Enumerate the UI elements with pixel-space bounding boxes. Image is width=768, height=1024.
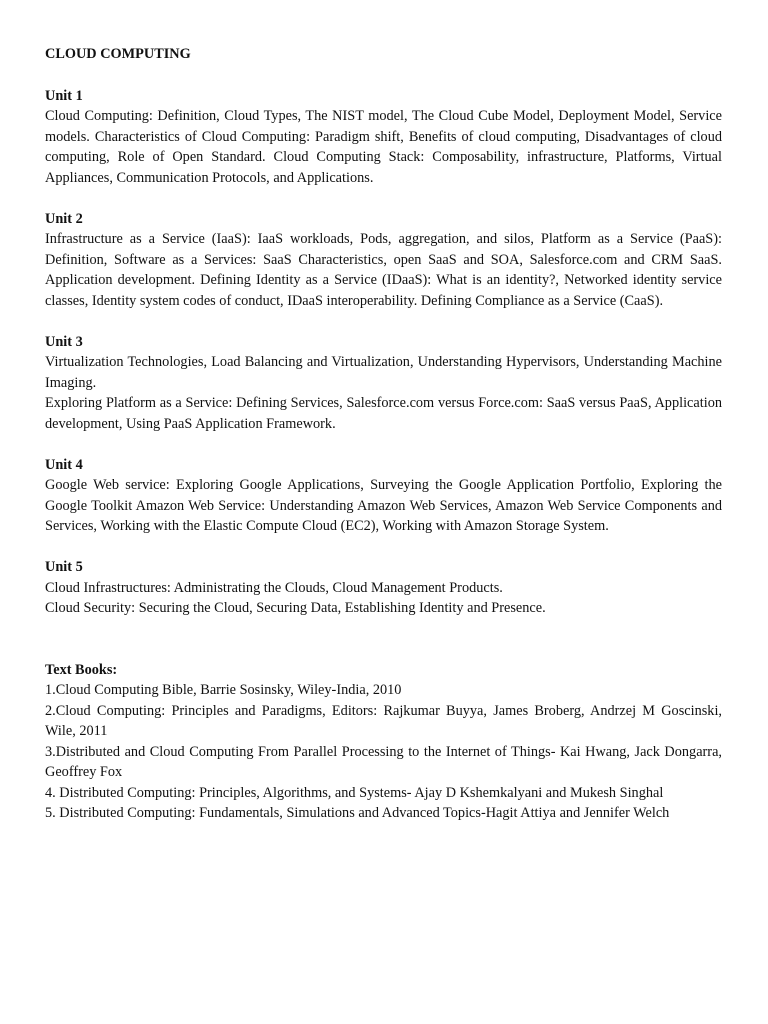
text-book-item-5: 5. Distributed Computing: Fundamentals, Simulations and Advanced Topics-Hagit Attiya and Jennifer Welch <box>45 805 670 821</box>
unit-3-content-paas: Exploring Platform as a Service: Defining Services, Salesforce.com versus Force.com: SaaS versus PaaS, Application development, Using PaaS Application Framework. <box>45 395 722 432</box>
unit-3-heading: Unit 3 <box>45 333 83 350</box>
unit-5-heading: Unit 5 <box>45 559 83 575</box>
unit-4-section <box>45 455 722 537</box>
unit-2-content: Infrastructure as a Service (IaaS): IaaS workloads, Pods, aggregation, and silos, Platform as a Service (PaaS): Definition, Software as a Services: SaaS Characteristics, open SaaS and SOA, Salesforce.com and CRM SaaS. Application development. Defining Identity as a Service (IDaaS): What is an identity?, Networked identity service classes, Identity system codes of conduct, IDaaS interoperability. Defining Compliance as a Service (CaaS). <box>45 231 722 309</box>
syllabus-page <box>45 44 722 824</box>
unit-4-heading: Unit 4 <box>45 456 83 473</box>
unit-1-section <box>45 86 722 189</box>
unit-3-content-virtualization: Virtualization Technologies, Load Balancing and Virtualization, Understanding Hypervisors, Understanding Machine Imaging. <box>45 354 722 391</box>
unit-1-heading: Unit 1 <box>45 87 83 104</box>
unit-5-section <box>45 557 722 619</box>
text-book-item-3: 3.Distributed and Cloud Computing From Parallel Processing to the Internet of Things- Kai Hwang, Jack Dongarra, Geoffrey Fox <box>45 743 722 780</box>
text-books-heading: Text Books: <box>45 661 118 678</box>
document-title: CLOUD COMPUTING <box>45 46 191 62</box>
text-book-item-4: 4. Distributed Computing: Principles, Algorithms, and Systems- Ajay D Kshemkalyani and Mukesh Singhal <box>45 784 664 801</box>
text-book-item-1: 1.Cloud Computing Bible, Barrie Sosinsky, Wiley-India, 2010 <box>45 682 402 698</box>
unit-3-section <box>45 332 722 435</box>
unit-5-content-infrastructures: Cloud Infrastructures: Administrating the Clouds, Cloud Management Products. <box>45 579 503 596</box>
text-book-item-2: 2.Cloud Computing: Principles and Paradigms, Editors: Rajkumar Buyya, James Broberg, Andrzej M Goscinski, Wile, 2011 <box>45 702 722 739</box>
section-spacer <box>45 619 722 660</box>
unit-1-content: Cloud Computing: Definition, Cloud Types, The NIST model, The Cloud Cube Model, Deployment Model, Service models. Characteristics of Cloud Computing: Paradigm shift, Benefits of cloud computing, Disadvantages of cloud computing, Role of Open Standard. Cloud Computing Stack: Composability, infrastructure, Platforms, Virtual Appliances, Communication Protocols, and Applications. <box>45 108 722 186</box>
unit-2-heading: Unit 2 <box>45 210 83 227</box>
text-books-section <box>45 660 722 824</box>
unit-4-content: Google Web service: Exploring Google Applications, Surveying the Google Application Portfolio, Exploring the Google Toolkit Amazon Web Service: Understanding Amazon Web Services, Amazon Web Service Components and Services, Working with the Elastic Compute Cloud (EC2), Working with Amazon Storage System. <box>45 477 722 534</box>
unit-2-section <box>45 209 722 312</box>
unit-5-content-security: Cloud Security: Securing the Cloud, Securing Data, Establishing Identity and Presence. <box>45 600 546 616</box>
